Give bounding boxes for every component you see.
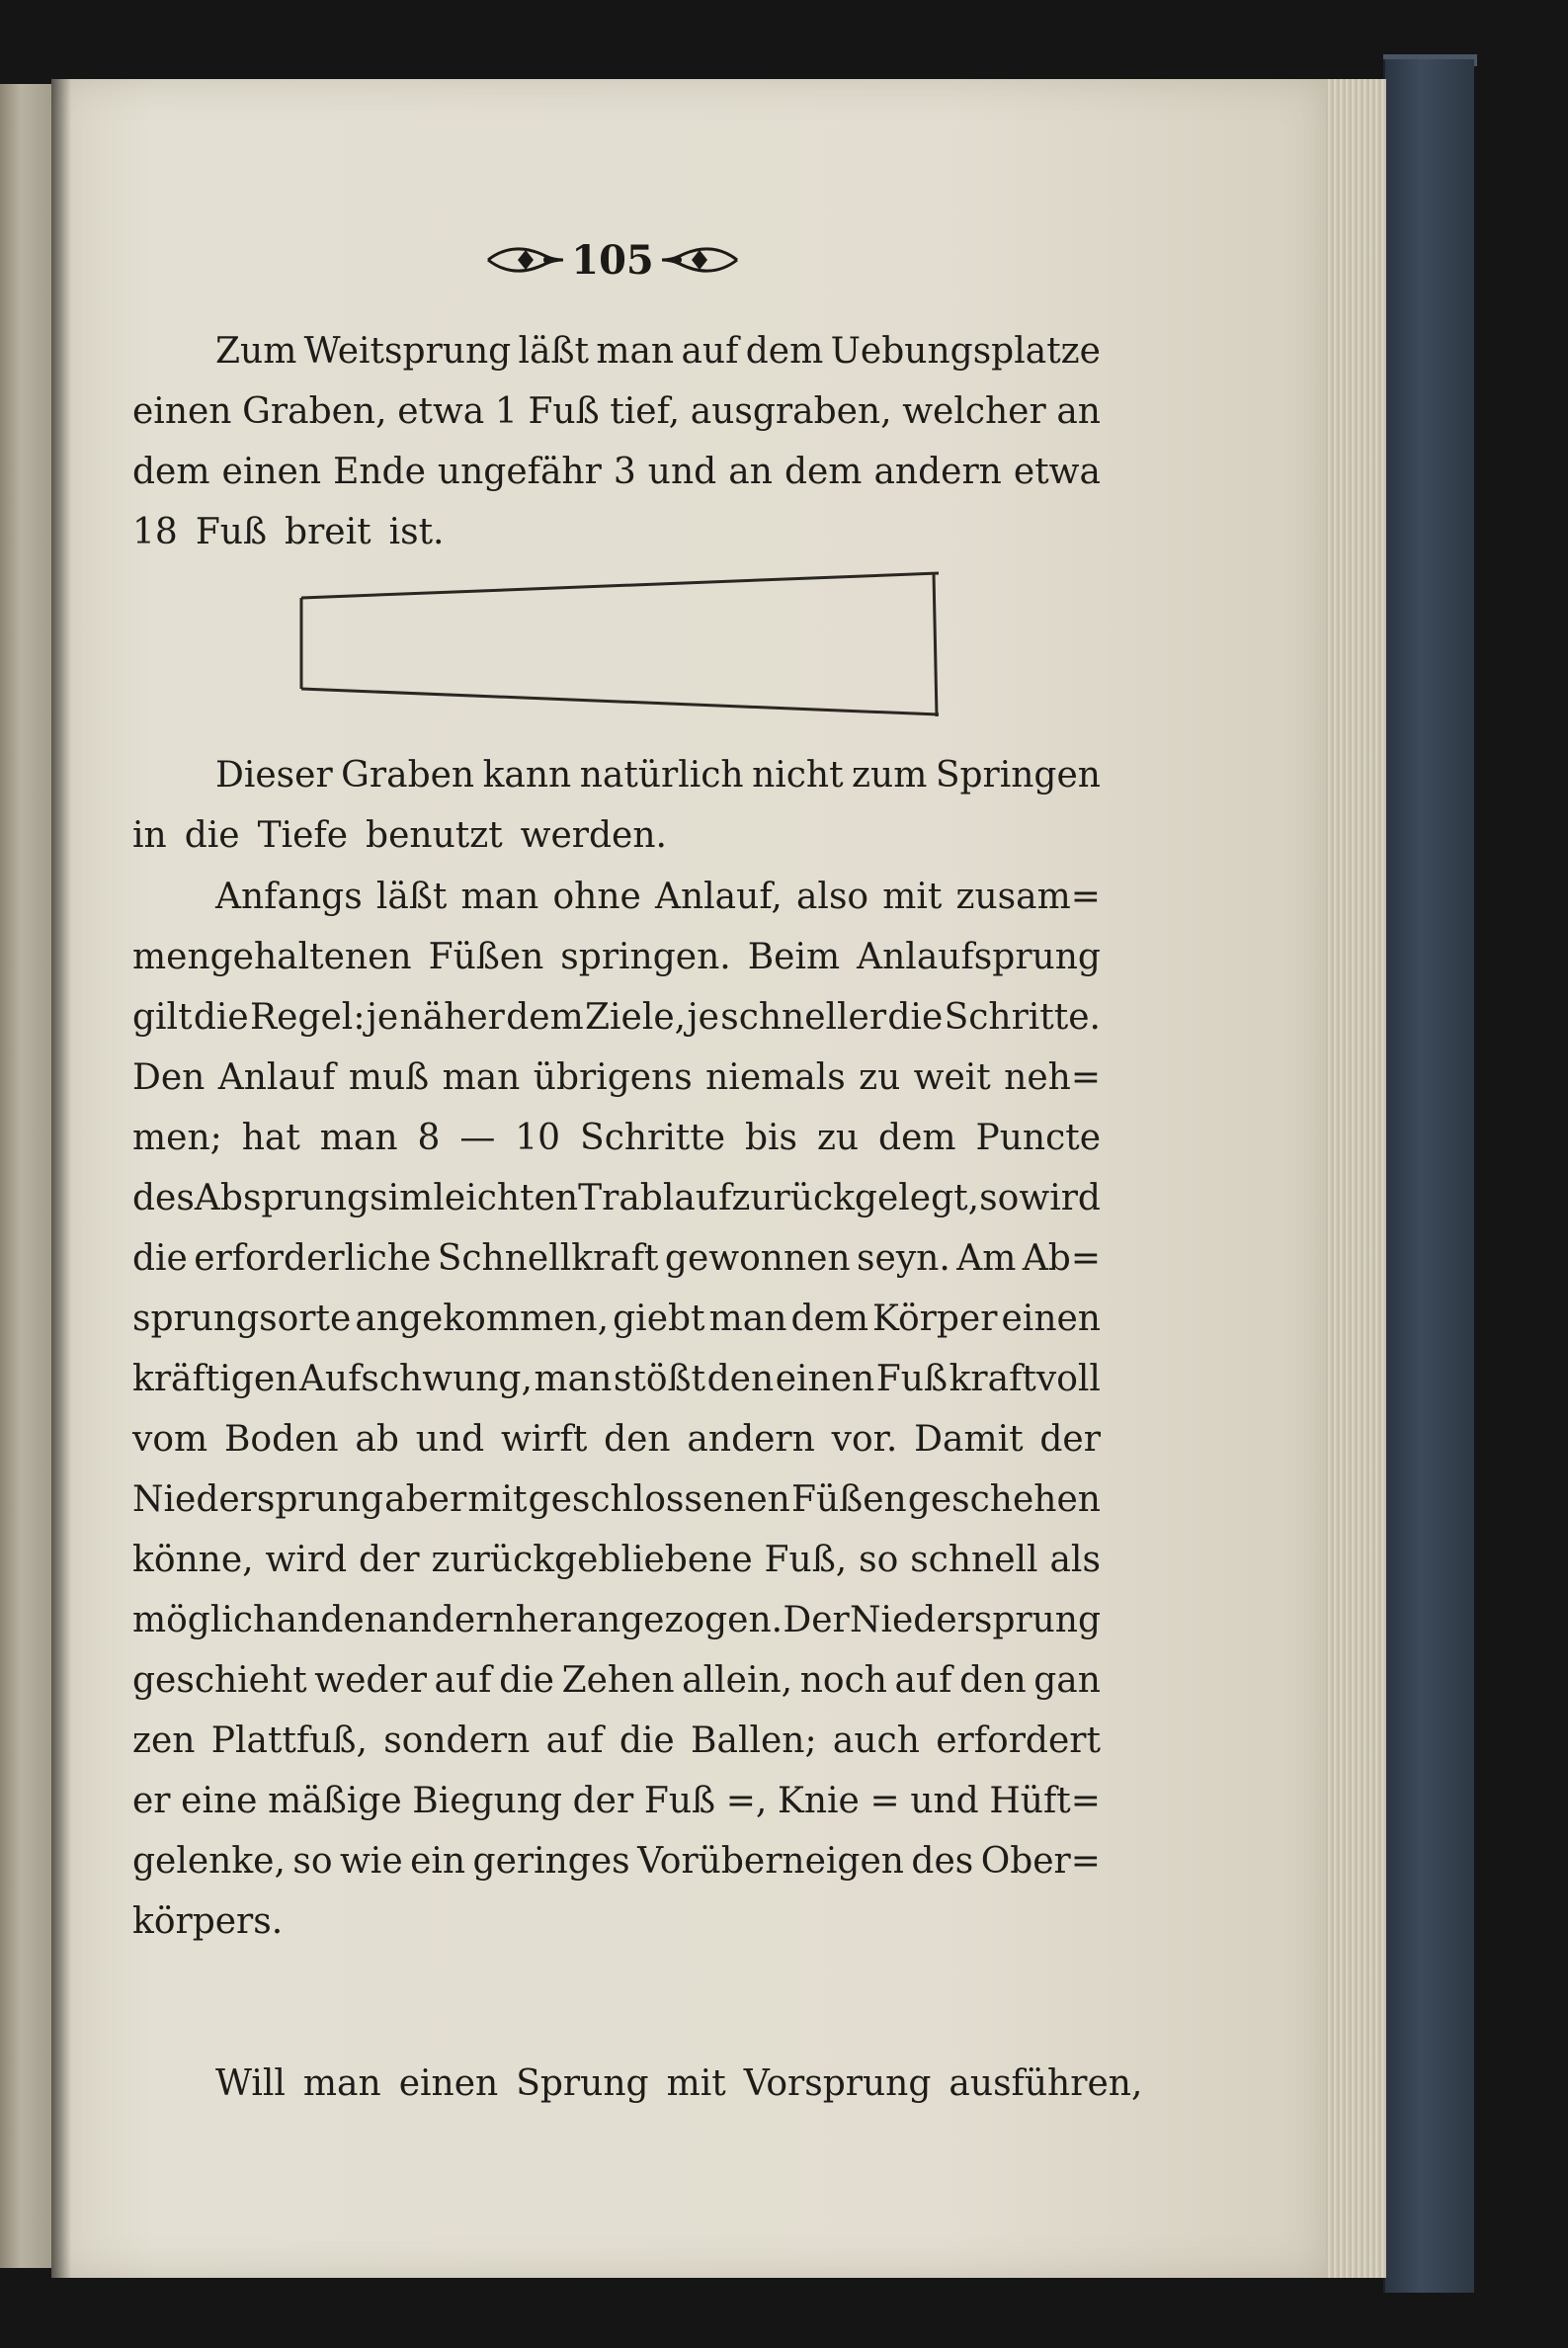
text-line: zen Plattfuß, sondern auf die Ballen; auch erfordert bbox=[132, 1720, 1101, 1761]
text-line: dem einen Ende ungefähr 3 und an dem andern etwa bbox=[132, 452, 1101, 492]
ditch-diagram bbox=[296, 568, 949, 726]
text-line: Anfangs läßt man ohne Anlauf, also mit zusam= bbox=[215, 877, 1101, 917]
text-line: Will man einen Sprung mit Vorsprung ausführen, bbox=[215, 2063, 1143, 2104]
right-ornament-icon bbox=[660, 240, 739, 280]
text-line: gelenke, so wie ein geringes Vorüberneigen des Ober= bbox=[132, 1841, 1101, 1882]
page-number: 105 bbox=[571, 236, 654, 284]
text-line: gilt die Regel: je näher dem Ziele, je schneller die Schritte. bbox=[132, 997, 1101, 1038]
text-line: er eine mäßige Biegung der Fuß =, Knie = und Hüft= bbox=[132, 1781, 1101, 1821]
ditch-top-edge bbox=[301, 573, 939, 598]
text-line: in die Tiefe benutzt werden. bbox=[132, 815, 667, 856]
text-line: die erforderliche Schnellkraft gewonnen seyn. Am Ab= bbox=[132, 1238, 1101, 1279]
page-header bbox=[464, 225, 761, 294]
ditch-wide-end bbox=[934, 573, 937, 716]
text-line: men; hat man 8 — 10 Schritte bis zu dem Puncte bbox=[132, 1118, 1101, 1158]
gutter-shadow bbox=[51, 79, 71, 2278]
text-line: mengehaltenen Füßen springen. Beim Anlaufsprung bbox=[132, 937, 1101, 977]
text-line: könne, wird der zurückgebliebene Fuß, so schnell als bbox=[132, 1540, 1101, 1580]
facing-page-edge bbox=[0, 84, 53, 2268]
text-line: einen Graben, etwa 1 Fuß tief, ausgraben, welcher an bbox=[132, 391, 1101, 432]
text-line: vom Boden ab und wirft den andern vor. Damit der bbox=[132, 1419, 1101, 1460]
left-ornament-icon bbox=[486, 240, 565, 280]
text-line: kräftigen Aufschwung, man stößt den einen Fuß kraftvoll bbox=[132, 1359, 1101, 1399]
text-line: geschieht weder auf die Zehen allein, noch auf den gan bbox=[132, 1660, 1101, 1701]
text-line: Den Anlauf muß man übrigens niemals zu weit neh= bbox=[132, 1057, 1101, 1098]
text-line: Zum Weitsprung läßt man auf dem Uebungsplatze bbox=[215, 331, 1101, 372]
ditch-bottom-edge bbox=[301, 689, 939, 714]
book-cover bbox=[1383, 59, 1474, 2293]
text-line: körpers. bbox=[132, 1901, 284, 1942]
text-line: Dieser Graben kann natürlich nicht zum Springen bbox=[215, 755, 1101, 796]
text-line: 18 Fuß breit ist. bbox=[132, 512, 445, 552]
text-line: möglich an den andern herangezogen. Der Niedersprung bbox=[132, 1600, 1101, 1640]
text-line: des Absprungs im leichten Trablauf zurückgelegt, so wird bbox=[132, 1178, 1101, 1218]
text-line: sprungsorte angekommen, giebt man dem Körper einen bbox=[132, 1299, 1101, 1339]
text-line: Niedersprung aber mit geschlossenen Füßen geschehen bbox=[132, 1479, 1101, 1520]
